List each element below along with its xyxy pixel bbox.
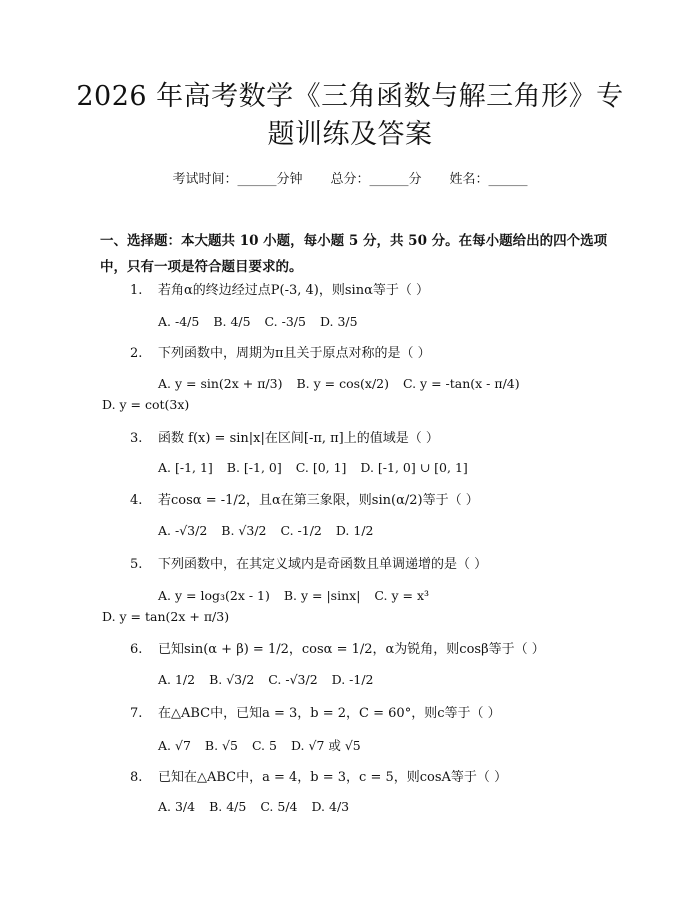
answer-options	[158, 672, 384, 687]
option-c[interactable]: C. -3/5	[264, 314, 306, 329]
exam-time-field: 考试时间：______分钟	[172, 172, 303, 187]
option-c[interactable]: C. 5	[251, 738, 277, 753]
option-a[interactable]: A. -√3/2	[158, 523, 208, 538]
option-b[interactable]: B. √3/2	[221, 523, 267, 538]
option-c[interactable]: C. 5/4	[260, 799, 298, 814]
title-line-1: 2026 年高考数学《三角函数与解三角形》专	[76, 81, 624, 112]
option-d[interactable]: D. -1/2	[331, 672, 374, 687]
question-number: 5.	[130, 557, 143, 572]
answer-options	[158, 314, 368, 329]
option-d[interactable]: D. 4/3	[311, 799, 350, 814]
option-a[interactable]: A. -4/5	[158, 314, 200, 329]
option-d[interactable]: D. y = tan(2x + π/3)	[102, 609, 230, 624]
question-stem: 已知在△ABC中，a = 4，b = 3，c = 5，则cosA等于（ ）	[158, 770, 508, 785]
student-name-field: 姓名：______	[449, 172, 528, 187]
option-a[interactable]: A. y = sin(2x + π/3)	[158, 376, 283, 391]
option-b[interactable]: B. √3/2	[209, 672, 255, 687]
option-d[interactable]: D. 3/5	[319, 314, 358, 329]
option-d[interactable]: D. 1/2	[335, 523, 374, 538]
option-c[interactable]: C. y = -tan(x - π/4)	[402, 376, 520, 391]
section-heading: 一、选择题：本大题共 10 小题，每小题 5 分，共 50 分。在每小题给出的四个选项中，只有一项是符合题目要求的。	[100, 233, 608, 275]
question-stem: 若cosα = -1/2，且α在第三象限，则sin(α/2)等于（ ）	[158, 493, 479, 508]
question-stem: 已知sin(α + β) = 1/2，cosα = 1/2，α为锐角，则cosβ等于（ ）	[158, 642, 545, 657]
title-line-2: 题训练及答案	[267, 119, 433, 150]
option-a[interactable]: A. 1/2	[158, 672, 196, 687]
answer-options	[158, 523, 384, 538]
answer-options-wrap	[102, 397, 189, 412]
question-number: 2.	[130, 346, 143, 361]
answer-options	[158, 460, 478, 475]
answer-options	[158, 588, 439, 603]
option-a[interactable]: A. [-1, 1]	[158, 460, 213, 475]
answer-options	[158, 376, 530, 391]
question-number: 1.	[130, 283, 143, 298]
question-stem: 在△ABC中，已知a = 3，b = 2，C = 60°，则c等于（ ）	[158, 706, 501, 721]
question-stem: 若角α的终边经过点P(-3, 4)，则sinα等于（ ）	[158, 283, 429, 298]
option-d[interactable]: D. [-1, 0] ∪ [0, 1]	[360, 460, 468, 475]
option-b[interactable]: B. y = |sinx|	[283, 588, 361, 603]
option-b[interactable]: B. 4/5	[213, 314, 251, 329]
option-a[interactable]: A. 3/4	[158, 799, 196, 814]
answer-options-wrap	[102, 609, 229, 624]
option-a[interactable]: A. √7	[158, 738, 191, 753]
question-number: 3.	[130, 431, 143, 446]
question-stem: 函数 f(x) = sin|x|在区间[-π, π]上的值域是（ ）	[158, 431, 439, 446]
option-c[interactable]: C. [0, 1]	[295, 460, 347, 475]
exam-info-line	[0, 168, 700, 187]
answer-options	[158, 736, 371, 754]
option-c[interactable]: C. y = x³	[374, 588, 430, 603]
question-number: 8.	[130, 770, 143, 785]
option-b[interactable]: B. [-1, 0]	[226, 460, 282, 475]
question-number: 4.	[130, 493, 143, 508]
option-b[interactable]: B. y = cos(x/2)	[296, 376, 389, 391]
answer-options	[158, 799, 359, 814]
option-b[interactable]: B. √5	[204, 738, 238, 753]
option-c[interactable]: C. -1/2	[280, 523, 322, 538]
option-a[interactable]: A. y = log₃(2x - 1)	[158, 588, 270, 603]
option-c[interactable]: C. -√3/2	[268, 672, 318, 687]
question-number: 6.	[130, 642, 143, 657]
option-b[interactable]: B. 4/5	[209, 799, 247, 814]
document-title	[40, 78, 660, 154]
total-score-field: 总分：______分	[330, 172, 422, 187]
question-stem: 下列函数中，周期为π且关于原点对称的是（ ）	[158, 346, 431, 361]
option-d[interactable]: D. √7 或 √5	[290, 738, 361, 753]
question-stem: 下列函数中，在其定义域内是奇函数且单调递增的是（ ）	[158, 557, 488, 572]
question-number: 7.	[130, 706, 143, 721]
option-d[interactable]: D. y = cot(3x)	[102, 397, 190, 412]
